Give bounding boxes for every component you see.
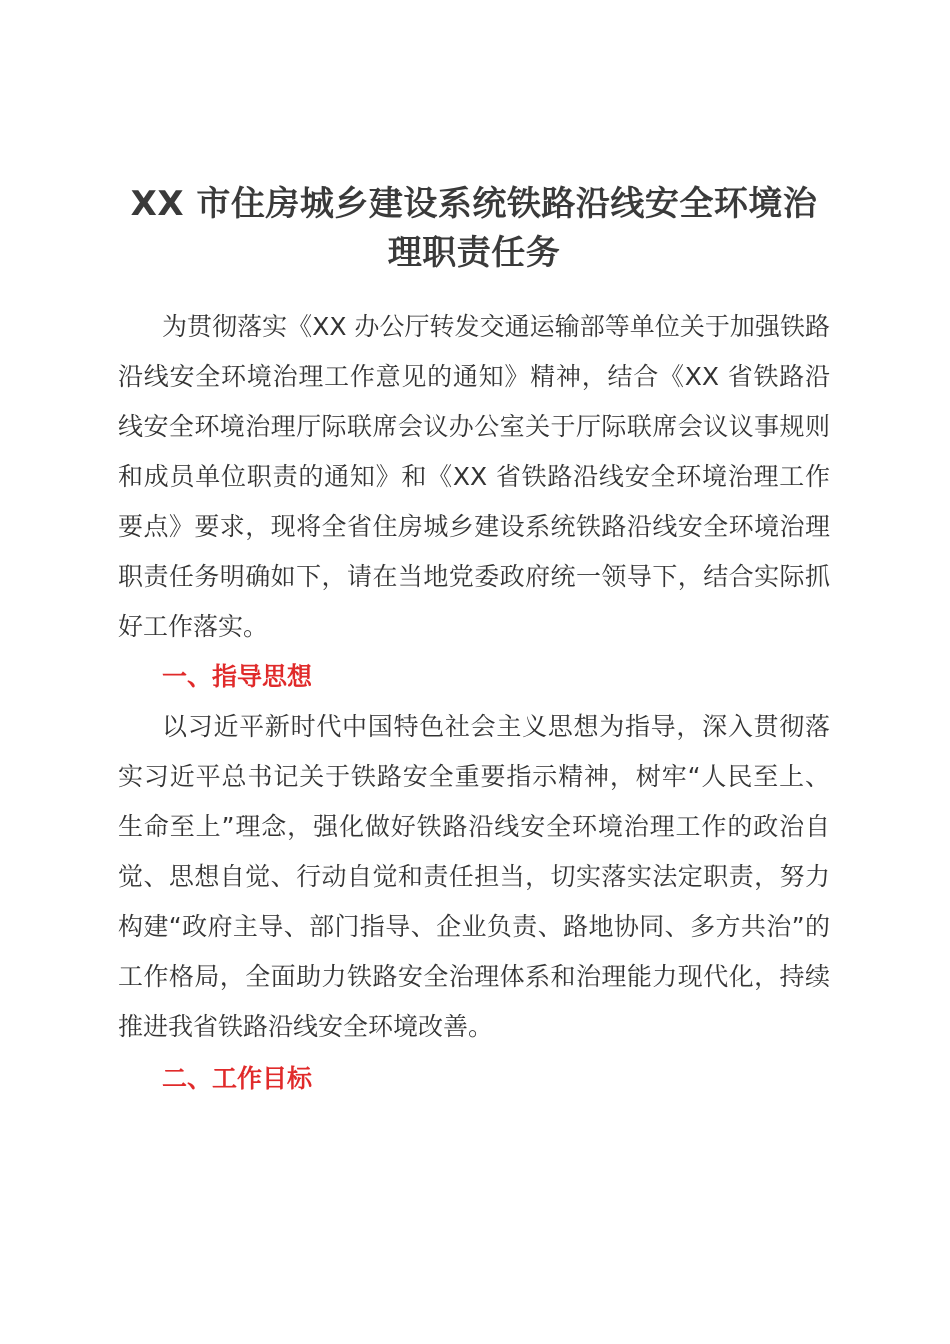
document-page bbox=[118, 180, 830, 1104]
document-title: XX 市住房城乡建设系统铁路沿线安全环境治理职责任务 bbox=[130, 184, 818, 273]
intro-paragraph: 为贯彻落实《XX 办公厅转发交通运输部等单位关于加强铁路沿线安全环境治理工作意见的通知》精神，结合《XX 省铁路沿线安全环境治理厅际联席会议办公室关于厅际联席会议议事规则和成员单位职责的通知》和《XX 省铁路沿线安全环境治理工作要点》要求，现将全省住房城乡建设系统铁路沿线安全环境治理职责任务明确如下，请在当地党委政府统一领导下，结合实际抓好工作落实。 bbox=[118, 312, 830, 641]
section-heading-work-goals: 二、工作目标 bbox=[162, 1064, 313, 1093]
guiding-ideology-paragraph: 以习近平新时代中国特色社会主义思想为指导，深入贯彻落实习近平总书记关于铁路安全重要指示精神，树牢“人民至上、生命至上”理念，强化做好铁路沿线安全环境治理工作的政治自觉、思想自觉、行动自觉和责任担当，切实落实法定职责，努力构建“政府主导、部门指导、企业负责、路地协同、多方共治”的工作格局，全面助力铁路安全治理体系和治理能力现代化，持续推进我省铁路沿线安全环境改善。 bbox=[118, 712, 830, 1041]
section-heading-guiding-ideology: 一、指导思想 bbox=[162, 662, 313, 691]
